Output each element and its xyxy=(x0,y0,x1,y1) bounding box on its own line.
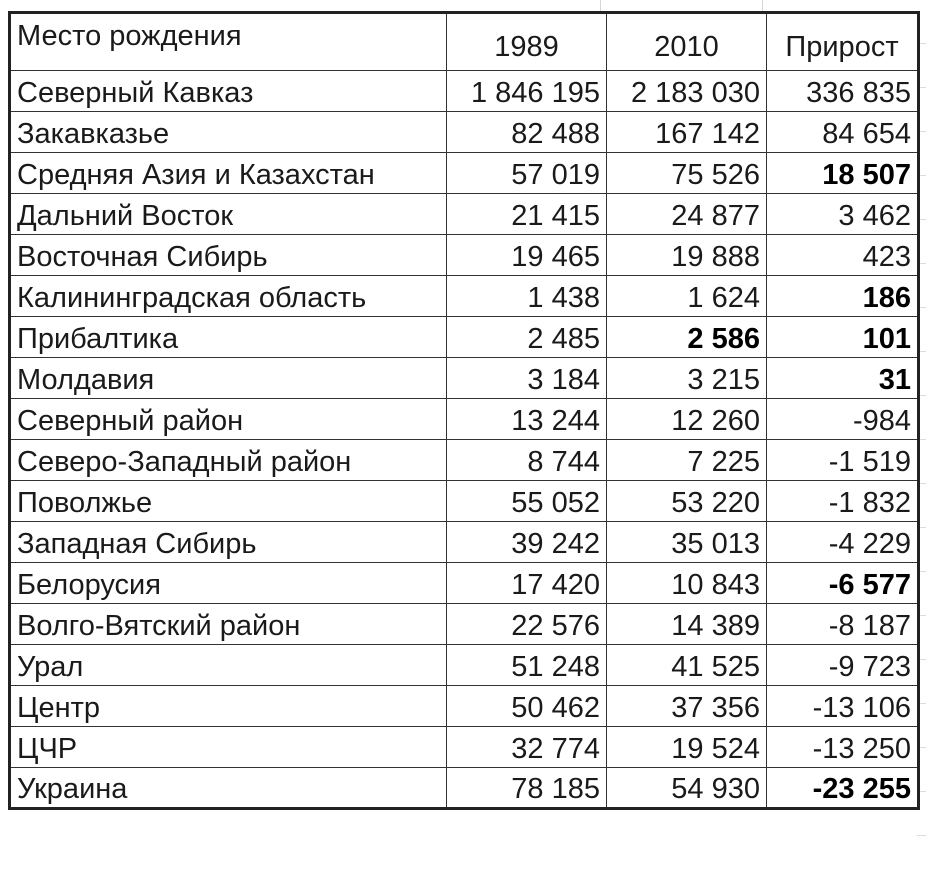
table-row xyxy=(10,563,919,604)
cell-1989[interactable]: 8 744 xyxy=(447,440,607,481)
cell-1989[interactable]: 55 052 xyxy=(447,481,607,522)
cell-place[interactable]: Северо-Западный район xyxy=(10,440,447,481)
cell-2010[interactable]: 1 624 xyxy=(607,276,767,317)
cell-2010[interactable]: 54 930 xyxy=(607,768,767,809)
cell-growth[interactable]: 423 xyxy=(767,235,919,276)
table-row xyxy=(10,112,919,153)
table-row xyxy=(10,686,919,727)
cell-growth[interactable]: -6 577 xyxy=(767,563,919,604)
table-row xyxy=(10,481,919,522)
table-row xyxy=(10,194,919,235)
cell-place[interactable]: Северный район xyxy=(10,399,447,440)
cell-place[interactable]: ЦЧР xyxy=(10,727,447,768)
cell-2010[interactable]: 12 260 xyxy=(607,399,767,440)
cell-1989[interactable]: 19 465 xyxy=(447,235,607,276)
table-row xyxy=(10,399,919,440)
cell-2010[interactable]: 19 888 xyxy=(607,235,767,276)
cell-place[interactable]: Дальний Восток xyxy=(10,194,447,235)
table-row xyxy=(10,235,919,276)
cell-place[interactable]: Волго-Вятский район xyxy=(10,604,447,645)
cell-2010[interactable]: 35 013 xyxy=(607,522,767,563)
header-cell-growth[interactable]: Прирост xyxy=(767,13,919,71)
cell-2010[interactable]: 19 524 xyxy=(607,727,767,768)
cell-1989[interactable]: 13 244 xyxy=(447,399,607,440)
cell-place[interactable]: Белорусия xyxy=(10,563,447,604)
cell-1989[interactable]: 39 242 xyxy=(447,522,607,563)
cell-1989[interactable]: 51 248 xyxy=(447,645,607,686)
cell-place[interactable]: Закавказье xyxy=(10,112,447,153)
header-cell-2010[interactable]: 2010 xyxy=(607,13,767,71)
header-cell-place[interactable]: Место рождения xyxy=(10,13,447,71)
cell-2010[interactable]: 14 389 xyxy=(607,604,767,645)
cell-2010[interactable]: 41 525 xyxy=(607,645,767,686)
cell-growth[interactable]: -8 187 xyxy=(767,604,919,645)
cell-2010[interactable]: 24 877 xyxy=(607,194,767,235)
cell-growth[interactable]: 336 835 xyxy=(767,71,919,112)
cell-1989[interactable]: 82 488 xyxy=(447,112,607,153)
cell-growth[interactable]: -984 xyxy=(767,399,919,440)
cell-1989[interactable]: 50 462 xyxy=(447,686,607,727)
cell-place[interactable]: Центр xyxy=(10,686,447,727)
cell-growth[interactable]: 101 xyxy=(767,317,919,358)
header-cell-1989[interactable]: 1989 xyxy=(447,13,607,71)
cell-1989[interactable]: 21 415 xyxy=(447,194,607,235)
cell-place[interactable]: Калининградская область xyxy=(10,276,447,317)
table-row xyxy=(10,153,919,194)
table-row xyxy=(10,440,919,481)
cell-place[interactable]: Поволжье xyxy=(10,481,447,522)
table-row xyxy=(10,276,919,317)
cell-place[interactable]: Прибалтика xyxy=(10,317,447,358)
cell-place[interactable]: Молдавия xyxy=(10,358,447,399)
cell-2010[interactable]: 7 225 xyxy=(607,440,767,481)
table-row xyxy=(10,768,919,809)
cell-growth[interactable]: 84 654 xyxy=(767,112,919,153)
cell-growth[interactable]: 186 xyxy=(767,276,919,317)
birthplace-table xyxy=(8,11,920,810)
cell-place[interactable]: Средняя Азия и Казахстан xyxy=(10,153,447,194)
table-row xyxy=(10,71,919,112)
cell-2010[interactable]: 10 843 xyxy=(607,563,767,604)
cell-1989[interactable]: 17 420 xyxy=(447,563,607,604)
cell-1989[interactable]: 22 576 xyxy=(447,604,607,645)
cell-2010[interactable]: 37 356 xyxy=(607,686,767,727)
cell-place[interactable]: Урал xyxy=(10,645,447,686)
cell-place[interactable]: Северный Кавказ xyxy=(10,71,447,112)
cell-place[interactable]: Западная Сибирь xyxy=(10,522,447,563)
cell-2010[interactable]: 75 526 xyxy=(607,153,767,194)
cell-growth[interactable]: -13 250 xyxy=(767,727,919,768)
cell-growth[interactable]: -1 832 xyxy=(767,481,919,522)
cell-1989[interactable]: 1 846 195 xyxy=(447,71,607,112)
cell-growth[interactable]: 3 462 xyxy=(767,194,919,235)
cell-2010[interactable]: 53 220 xyxy=(607,481,767,522)
cell-growth[interactable]: -9 723 xyxy=(767,645,919,686)
cell-1989[interactable]: 1 438 xyxy=(447,276,607,317)
table-row xyxy=(10,358,919,399)
cell-growth[interactable]: 18 507 xyxy=(767,153,919,194)
cell-growth[interactable]: 31 xyxy=(767,358,919,399)
cell-2010[interactable]: 167 142 xyxy=(607,112,767,153)
cell-growth[interactable]: -23 255 xyxy=(767,768,919,809)
cell-growth[interactable]: -1 519 xyxy=(767,440,919,481)
cell-2010[interactable]: 2 586 xyxy=(607,317,767,358)
header-row xyxy=(10,13,919,71)
cell-1989[interactable]: 3 184 xyxy=(447,358,607,399)
table-row xyxy=(10,522,919,563)
table-row xyxy=(10,727,919,768)
table-row xyxy=(10,645,919,686)
table-row xyxy=(10,317,919,358)
cell-1989[interactable]: 57 019 xyxy=(447,153,607,194)
cell-1989[interactable]: 32 774 xyxy=(447,727,607,768)
cell-1989[interactable]: 78 185 xyxy=(447,768,607,809)
cell-growth[interactable]: -13 106 xyxy=(767,686,919,727)
cell-2010[interactable]: 3 215 xyxy=(607,358,767,399)
table-body xyxy=(10,13,919,809)
cell-growth[interactable]: -4 229 xyxy=(767,522,919,563)
cell-1989[interactable]: 2 485 xyxy=(447,317,607,358)
table-row xyxy=(10,604,919,645)
cell-place[interactable]: Украина xyxy=(10,768,447,809)
cell-2010[interactable]: 2 183 030 xyxy=(607,71,767,112)
gridlines-top xyxy=(0,0,926,11)
cell-place[interactable]: Восточная Сибирь xyxy=(10,235,447,276)
